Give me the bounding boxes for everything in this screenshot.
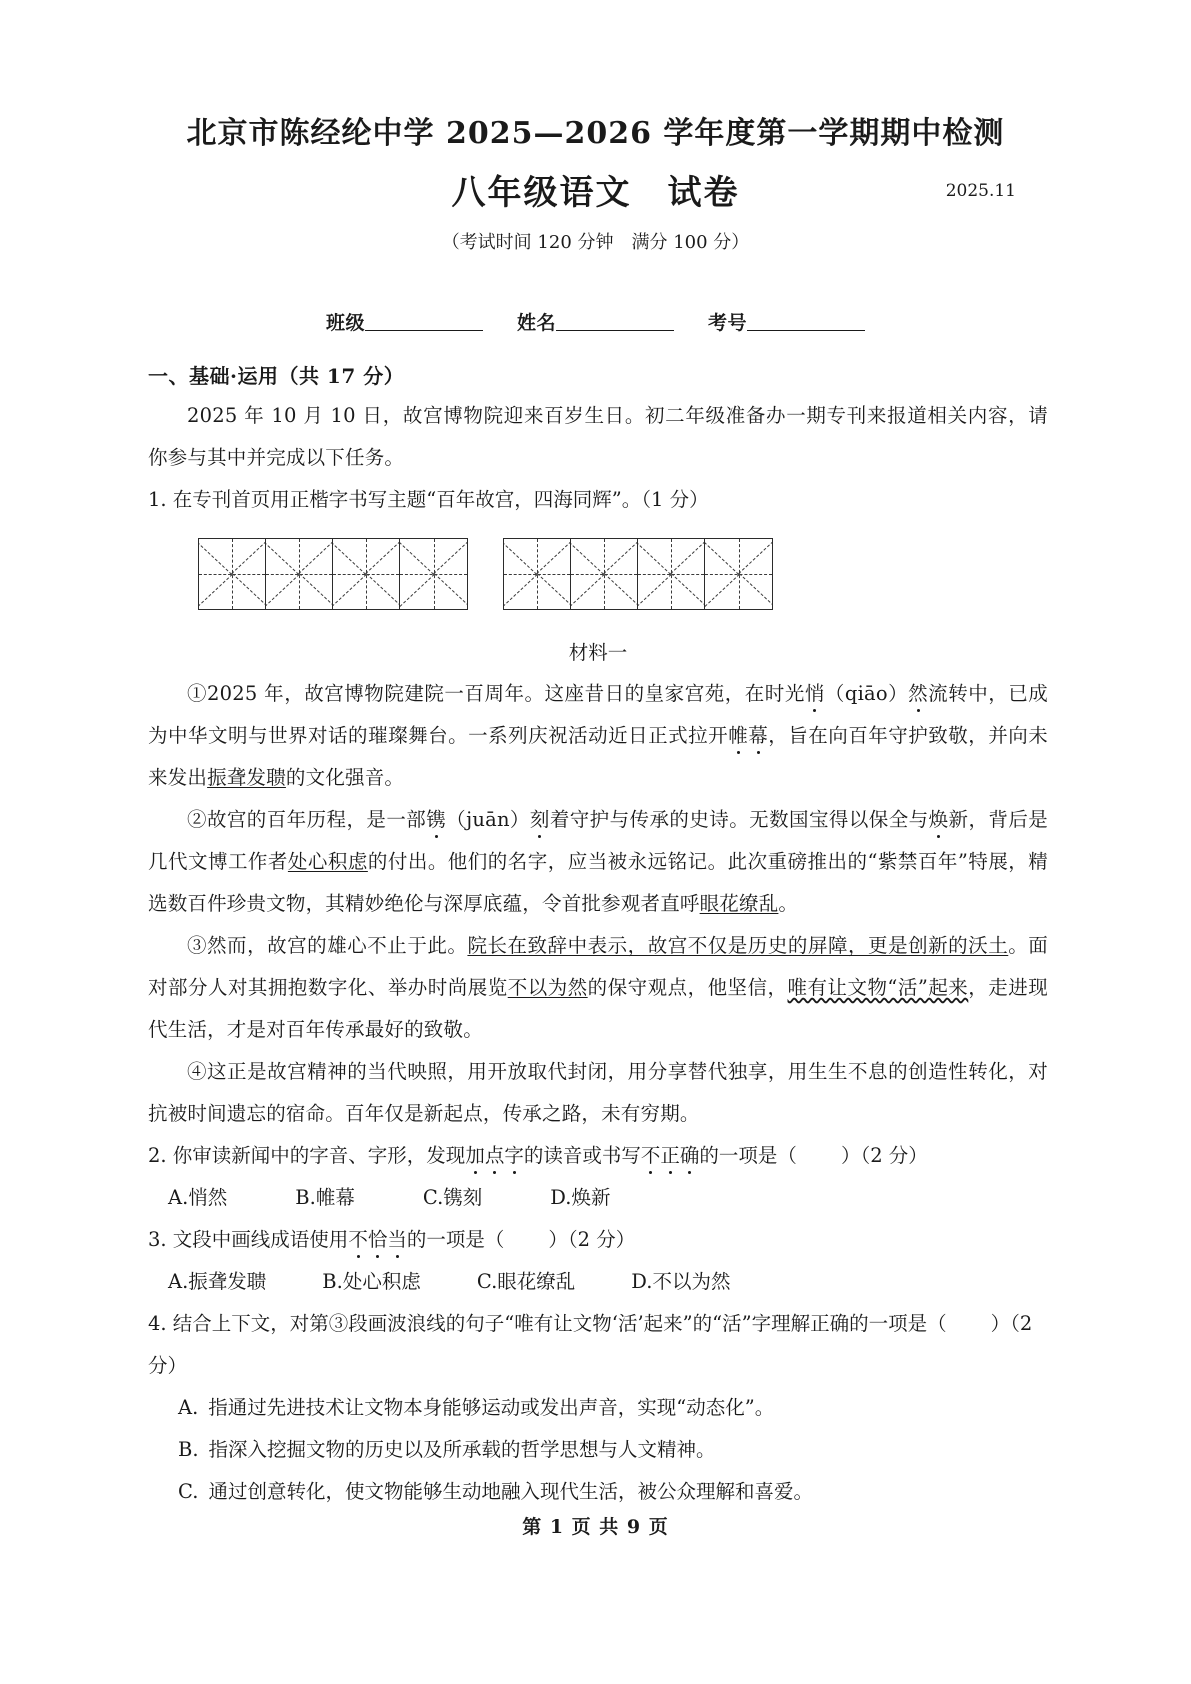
- emphasis-dot-char: 帷: [728, 724, 749, 747]
- paper-body: [148, 360, 1048, 1513]
- option-c[interactable]: C.眼花缭乱: [476, 1270, 576, 1293]
- paper-subtitle: 八年级语文 试卷: [451, 173, 740, 213]
- paper-title-row: [0, 165, 1191, 211]
- option-d[interactable]: D.不以为然: [631, 1270, 731, 1293]
- option-a[interactable]: A.悄然: [168, 1186, 228, 1209]
- question-1-stem: 1. 在专刊首页用正楷字书写主题“百年故宫，四海同辉”。（1 分）: [148, 488, 709, 511]
- emphasis-dot-char: 刻: [529, 808, 550, 831]
- exam-info: （考试时间 120 分钟 满分 100 分）: [441, 232, 750, 253]
- wavy-underlined-sentence: 唯有让文物“活”起来: [787, 976, 969, 999]
- question-4-option-a[interactable]: A. 指通过先进技术让文物本身能够运动或发出声音，实现“动态化”。: [178, 1396, 775, 1419]
- paper-date: 2025.11: [945, 181, 1016, 201]
- question-4-option-c[interactable]: C. 通过创意转化，使文物能够生动地融入现代生活，被公众理解和喜爱。: [178, 1480, 813, 1503]
- class-input[interactable]: [365, 311, 483, 331]
- material-paragraph-4: ④这正是故宫精神的当代映照，用开放取代封闭，用分享替代独享，用生生不息的创造性转化，对抗被时间遗忘的宿命。百年仅是新起点，传承之路，未有穷期。: [148, 1060, 1048, 1125]
- material-paragraph-1: ①2025 年，故宫博物院建院一百周年。这座昔日的皇家宫苑，在时光悄（qiāo）然流转中，已成为中华文明与世界对话的璀璨舞台。一系列庆祝活动近日正式拉开帷幕，旨在向百年守护致敬，并向未来发出振聋发聩的文化强音。: [148, 682, 1048, 789]
- underlined-idiom: 振聋发聩: [207, 766, 286, 789]
- section-heading: 一、基础·运用（共 17 分）: [148, 364, 405, 388]
- question-4-stem: 4. 结合上下文，对第③段画波浪线的句子“唯有让文物‘活’起来”的“活”字理解正确的一项是（ ）（2 分）: [148, 1312, 1033, 1377]
- student-info-line: [0, 308, 1191, 335]
- question-2-options: [148, 1177, 1048, 1219]
- underlined-idiom: 眼花缭乱: [699, 892, 779, 915]
- question-2-stem: 2. 你审读新闻中的字音、字形，发现加点字的读音或书写不正确的一项是（ ）（2 分）: [148, 1144, 928, 1167]
- underlined-idiom: 不以为然: [507, 976, 588, 999]
- exam-no-label: 考号: [708, 312, 748, 334]
- emphasis-dot-char: 焕: [928, 808, 949, 831]
- question-3-options: [148, 1261, 1048, 1303]
- option-c[interactable]: C.镌刻: [422, 1186, 483, 1209]
- q2-dotted-term-2: 不正确: [640, 1144, 700, 1167]
- emphasis-dot-char: 镌: [426, 808, 447, 831]
- class-label: 班级: [325, 312, 365, 334]
- paragraph-marker: ③: [187, 934, 208, 957]
- section-intro: 2025 年 10 月 10 日，故宫博物院迎来百岁生日。初二年级准备办一期专刊来报道相关内容，请你参与其中并完成以下任务。: [148, 404, 1048, 469]
- material-paragraph-3: ③然而，故宫的雄心不止于此。院长在致辞中表示，故宫不仅是历史的屏障，更是创新的沃土。面对部分人对其拥抱数字化、举办时尚展览不以为然的保守观点，他坚信，唯有让文物“活”起来，走进现代生活，才是对百年传承最好的致敬。: [148, 934, 1048, 1041]
- option-b[interactable]: B.帷幕: [295, 1186, 355, 1209]
- q3-dotted-term: 不恰当: [348, 1228, 407, 1251]
- material-heading: 材料一: [568, 641, 628, 664]
- option-a[interactable]: A.振聋发聩: [168, 1270, 267, 1293]
- paragraph-marker: ④: [187, 1060, 208, 1083]
- grid-spacer: [148, 521, 1048, 633]
- option-d[interactable]: D.焕新: [550, 1186, 611, 1209]
- name-input[interactable]: [556, 311, 674, 331]
- question-4-option-b[interactable]: B. 指深入挖掘文物的历史以及所承载的哲学思想与人文精神。: [178, 1438, 716, 1461]
- page-title: 北京市陈经纶中学 2025—2026 学年度第一学期期中检测: [186, 116, 1005, 151]
- paragraph-marker: ①: [187, 682, 208, 705]
- question-3-stem: 3. 文段中画线成语使用不恰当的一项是（ ）（2 分）: [148, 1228, 636, 1251]
- exam-no-input[interactable]: [747, 311, 865, 331]
- paragraph-marker: ②: [187, 808, 207, 831]
- material-paragraph-2: ②故宫的百年历程，是一部镌（juān）刻着守护与传承的史诗。无数国宝得以保全与焕新，背后是几代文博工作者处心积虑的付出。他们的名字，应当被永远铭记。此次重磅推出的“紫禁百年”特展，精选数百件珍贵文物，其精妙绝伦与深厚底蕴，令首批参观者直呼眼花缭乱。: [148, 808, 1048, 915]
- underlined-idiom: 处心积虑: [287, 850, 368, 873]
- underlined-sentence: 院长在致辞中表示，故宫不仅是历史的屏障，更是创新的沃土: [467, 934, 1009, 957]
- emphasis-dot-char: 幕: [748, 724, 769, 747]
- q2-dotted-term: 加点字: [465, 1144, 524, 1167]
- page-footer: 第 1 页 共 9 页: [522, 1516, 669, 1538]
- emphasis-dot-char: 悄: [804, 682, 825, 705]
- name-label: 姓名: [516, 312, 556, 334]
- emphasis-dot-char: 然: [908, 682, 929, 705]
- option-b[interactable]: B.处心积虑: [322, 1270, 421, 1293]
